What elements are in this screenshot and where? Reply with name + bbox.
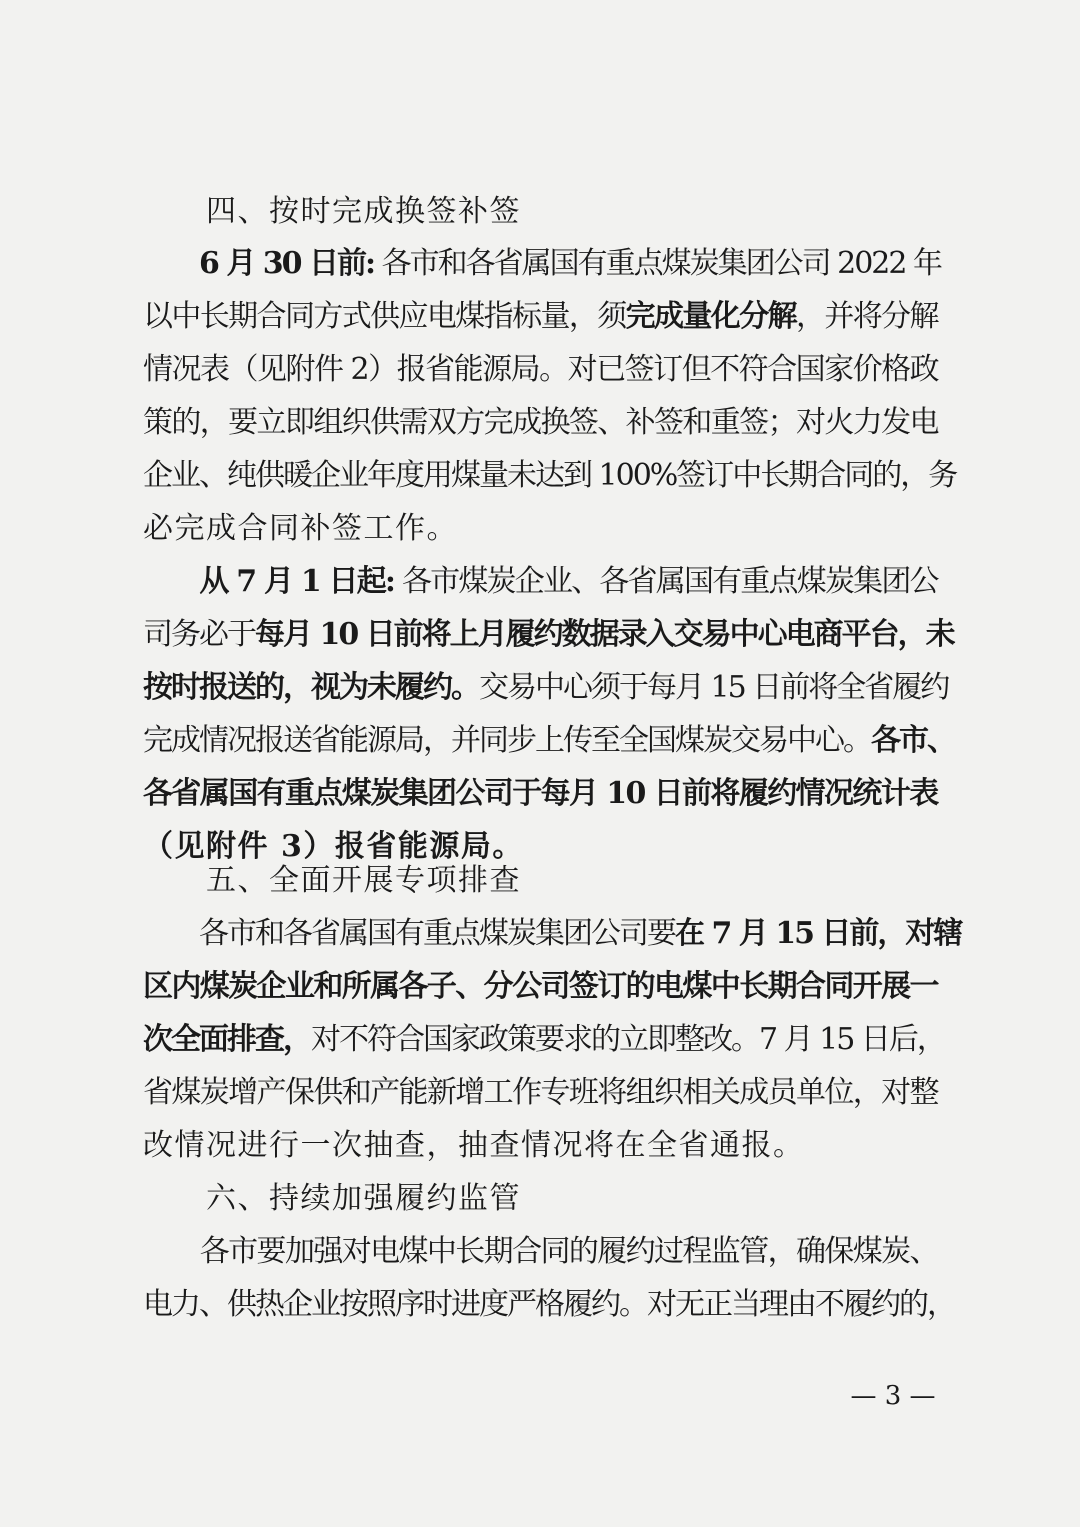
bold-text: 各省属国有重点煤炭集团公司于每月 10 日前将履约情况统计表 xyxy=(143,776,938,811)
paragraph-line xyxy=(143,348,943,392)
text-run: 司务必于 xyxy=(143,617,255,652)
paragraph-line xyxy=(143,401,943,445)
paragraph-line xyxy=(143,772,943,816)
paragraph-line xyxy=(143,912,962,956)
paragraph-line xyxy=(143,295,943,339)
text-run: 各市煤炭企业、各省属国有重点煤炭集团公 xyxy=(394,564,938,599)
text-run: 交易中心须于每月 15 日前将全省履约 xyxy=(479,670,949,705)
text-run: 四、按时完成换签补签 xyxy=(206,194,521,229)
text-run xyxy=(143,564,199,599)
paragraph-line xyxy=(143,1071,943,1115)
paragraph-line xyxy=(143,242,943,286)
text-run xyxy=(143,246,199,281)
text-run: 企业、纯供暖企业年度用煤量未达到 100%签订中长期合同的，务 xyxy=(143,458,957,493)
paragraph-line xyxy=(143,965,943,1009)
bold-text: 完成量化分解 xyxy=(625,299,796,334)
paragraph-line xyxy=(143,1124,943,1168)
paragraph-line xyxy=(143,1018,943,1062)
text-run xyxy=(143,916,199,951)
text-run: 以中长期合同方式供应电煤指标量，须 xyxy=(143,299,626,334)
text-run: 各市和各省属国有重点煤炭集团公司要 xyxy=(199,916,675,951)
text-run: ，并将分解 xyxy=(795,299,938,334)
section-heading xyxy=(143,859,943,903)
paragraph-line xyxy=(143,719,955,763)
text-run: 完成情况报送省能源局，并同步上传至全国煤炭交易中心。 xyxy=(143,723,871,758)
paragraph-line xyxy=(143,613,954,657)
text-run: 必完成合同补签工作。 xyxy=(143,511,458,546)
section-heading xyxy=(143,190,943,234)
bold-text: 各市、 xyxy=(871,723,955,758)
text-run: 各市和各省属国有重点煤炭集团公司 2022 年 xyxy=(374,246,941,281)
bold-text: 按时报送的，视为未履约。 xyxy=(143,670,479,705)
bold-text: （见附件 3）报省能源局。 xyxy=(143,829,524,864)
bold-text: 6 月 30 日前: xyxy=(199,246,375,281)
text-run xyxy=(143,194,206,229)
text-run: 五、全面开展专项排查 xyxy=(206,863,521,898)
paragraph-line xyxy=(143,454,957,498)
text-run: 各市要加强对电煤中长期合同的履约过程监管，确保煤炭、 xyxy=(199,1234,938,1269)
bold-text: 从 7 月 1 日起: xyxy=(199,564,395,599)
bold-text: 每月 10 日前将上月履约数据录入交易中心电商平台，未 xyxy=(255,617,954,652)
text-run: 策的，要立即组织供需双方完成换签、补签和重签；对火力发电 xyxy=(143,405,938,440)
text-run: 对不符合国家政策要求的立即整改。7 月 15 日后， xyxy=(311,1022,945,1057)
paragraph-line xyxy=(143,507,943,551)
bold-text: 区内煤炭企业和所属各子、分公司签订的电煤中长期合同开展一 xyxy=(143,969,938,1004)
text-run: 六、持续加强履约监管 xyxy=(206,1181,521,1216)
paragraph-line xyxy=(143,1283,955,1327)
page-number: — 3 — xyxy=(850,1381,936,1411)
paragraph-line xyxy=(143,666,949,710)
paragraph-line xyxy=(143,1230,943,1274)
text-run: 省煤炭增产保供和产能新增工作专班将组织相关成员单位，对整 xyxy=(143,1075,938,1110)
text-run xyxy=(143,863,206,898)
text-run xyxy=(143,1234,200,1269)
paragraph-line xyxy=(143,560,943,604)
text-run: 改情况进行一次抽查，抽查情况将在全省通报。 xyxy=(143,1128,805,1163)
section-heading xyxy=(143,1177,943,1221)
text-run: 电力、供热企业按照序时进度严格履约。对无正当理由不履约的， xyxy=(143,1287,955,1322)
bold-text: 在 7 月 15 日前，对辖 xyxy=(675,916,962,951)
text-run: 情况表（见附件 2）报省能源局。对已签订但不符合国家价格政 xyxy=(143,352,939,387)
text-run xyxy=(143,1181,206,1216)
bold-text: 次全面排查， xyxy=(143,1022,311,1057)
